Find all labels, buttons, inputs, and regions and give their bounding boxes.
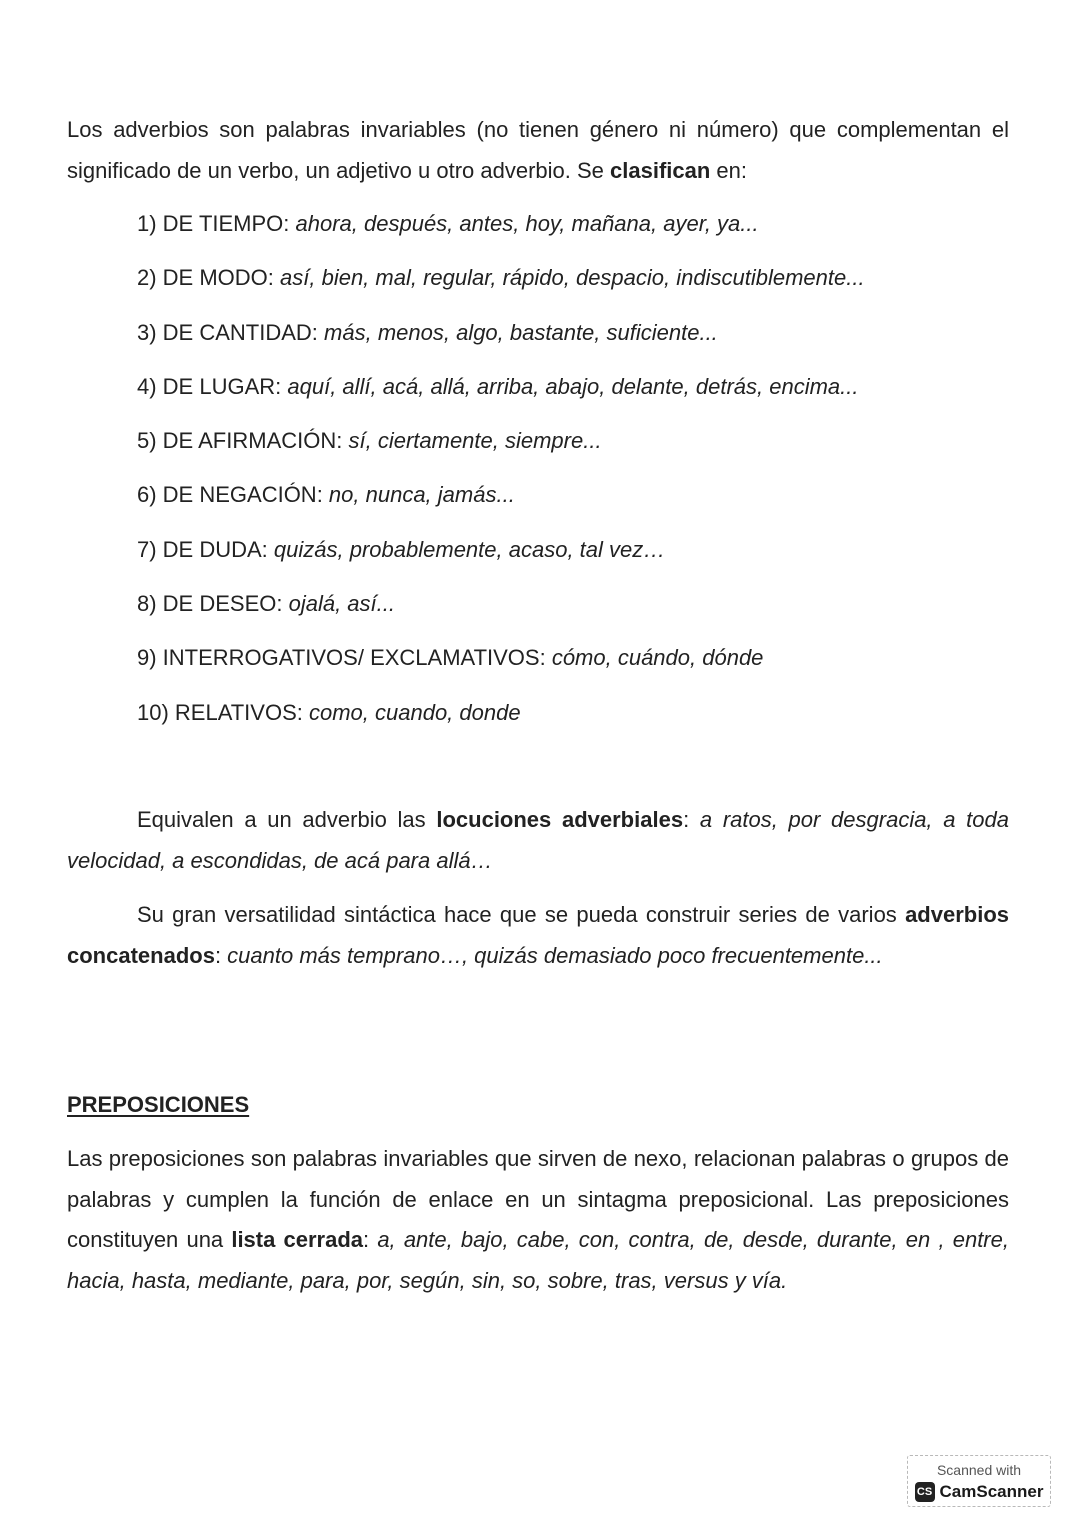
list-item bbox=[137, 204, 865, 258]
adverb-classification-list bbox=[137, 204, 865, 747]
list-item bbox=[137, 584, 865, 638]
class-label: 5) DE AFIRMACIÓN: bbox=[137, 428, 349, 454]
intro-text: Los adverbios son palabras invariables (no tienen género ni número) que complementan el significado de un verbo, un adjetivo u otro adverbio. Se bbox=[67, 117, 1009, 183]
list-item bbox=[137, 367, 865, 421]
locuciones-bold-term: locuciones adverbiales bbox=[436, 807, 684, 832]
class-label: 6) DE NEGACIÓN: bbox=[137, 482, 329, 508]
list-item bbox=[137, 313, 865, 367]
class-label: 8) DE DESEO: bbox=[137, 591, 289, 617]
class-label: 4) DE LUGAR: bbox=[137, 373, 288, 399]
concatenados-examples: cuanto más temprano…, quizás demasiado poco frecuentemente... bbox=[227, 942, 883, 968]
class-examples: cómo, cuándo, dónde bbox=[551, 645, 764, 671]
class-label: 9) INTERROGATIVOS/ EXCLAMATIVOS: bbox=[137, 645, 552, 671]
list-item bbox=[137, 475, 865, 529]
class-label: 3) DE CANTIDAD: bbox=[137, 319, 325, 345]
list-item bbox=[137, 638, 865, 692]
locuciones-colon: : bbox=[683, 807, 700, 832]
class-examples: no, nunca, jamás... bbox=[328, 482, 515, 508]
class-label: 7) DE DUDA: bbox=[137, 536, 274, 562]
preposiciones-examples: a, ante, bajo, cabe, con, contra, de, desde, durante, en , entre, hacia, hasta, mediante, para, por, según, sin, so, sobre, tras, versus y vía. bbox=[67, 1227, 1009, 1293]
preposiciones-paragraph bbox=[67, 1139, 1009, 1301]
list-item bbox=[137, 421, 865, 475]
intro-text-end: en: bbox=[710, 157, 748, 183]
locuciones-paragraph bbox=[67, 800, 1009, 881]
locuciones-examples: a ratos, por desgracia, a toda velocidad, a escondidas, de acá para allá… bbox=[67, 807, 1010, 873]
concatenados-text: Su gran versatilidad sintáctica hace que se pueda construir series de varios bbox=[137, 902, 906, 927]
concatenados-paragraph bbox=[67, 895, 1009, 976]
intro-paragraph bbox=[67, 110, 1009, 191]
camscanner-logo-icon: CS bbox=[915, 1482, 935, 1502]
preposiciones-colon: : bbox=[363, 1227, 378, 1252]
list-item bbox=[137, 258, 865, 312]
class-examples: así, bien, mal, regular, rápido, despacio, indiscutiblemente... bbox=[280, 265, 865, 291]
concatenados-bold-term: adverbios concatenados bbox=[67, 902, 1009, 968]
class-examples: sí, ciertamente, siempre... bbox=[348, 428, 602, 454]
watermark-brand bbox=[908, 1481, 1050, 1503]
preposiciones-bold-term: lista cerrada bbox=[231, 1227, 364, 1252]
class-examples: ahora, después, antes, hoy, mañana, ayer, ya... bbox=[295, 211, 759, 236]
list-item bbox=[137, 693, 865, 747]
concatenados-colon: : bbox=[214, 942, 228, 968]
preposiciones-text: Las preposiciones son palabras invariables que sirven de nexo, relacionan palabras o grupos de palabras y cumplen la función de enlace en un sintagma preposicional. Las preposiciones constituyen una bbox=[67, 1146, 1009, 1252]
watermark-caption: Scanned with bbox=[936, 1462, 1022, 1478]
intro-bold-term: clasifican bbox=[610, 157, 711, 183]
section-heading-preposiciones: PREPOSICIONES bbox=[67, 1092, 250, 1117]
class-label: 1) DE TIEMPO: bbox=[137, 211, 296, 236]
class-examples: quizás, probablemente, acaso, tal vez… bbox=[273, 536, 666, 562]
list-item bbox=[137, 530, 865, 584]
class-examples: ojalá, así... bbox=[288, 591, 395, 617]
watermark-brand-name: CamScanner bbox=[939, 1482, 1044, 1501]
class-examples: como, cuando, donde bbox=[308, 699, 521, 725]
class-label: 2) DE MODO: bbox=[137, 265, 281, 291]
camscanner-watermark bbox=[907, 1455, 1051, 1507]
class-examples: más, menos, algo, bastante, suficiente... bbox=[324, 319, 718, 345]
class-label: 10) RELATIVOS: bbox=[137, 699, 309, 725]
locuciones-text: Equivalen a un adverbio las bbox=[137, 807, 437, 832]
class-examples: aquí, allí, acá, allá, arriba, abajo, delante, detrás, encima... bbox=[287, 373, 859, 399]
